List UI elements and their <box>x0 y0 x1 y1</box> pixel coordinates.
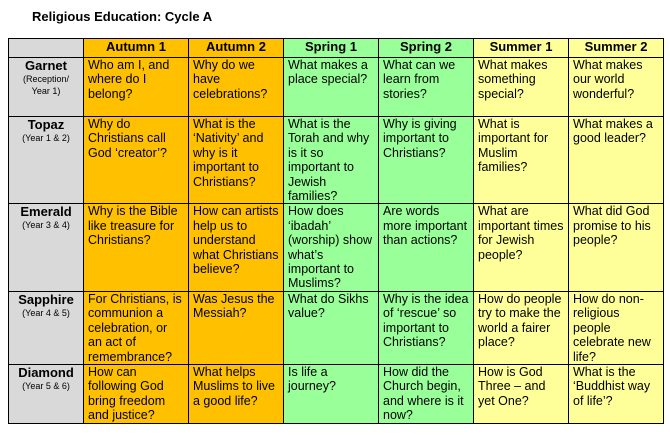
class-label-cell <box>9 58 84 117</box>
header-corner <box>9 39 84 58</box>
topic-cell-summer-2: What did God promise to his people? <box>569 204 664 291</box>
topic-cell-spring-2: How did the Church begin, and where is it now? <box>379 364 474 423</box>
topic-cell-autumn-1: Why do Christians call God ‘creator’? <box>84 117 189 204</box>
table-row <box>9 58 664 117</box>
topic-cell-spring-2: Why is giving important to Christians? <box>379 117 474 204</box>
topic-cell-spring-1: Is life a journey? <box>284 364 379 423</box>
document-title: Religious Education: Cycle A <box>32 9 213 24</box>
topic-cell-spring-1: What do Sikhs value? <box>284 291 379 364</box>
term-header-summer-1: Summer 1 <box>474 39 569 58</box>
topic-cell-summer-1: What are important times for Jewish people? <box>474 204 569 291</box>
class-label-cell <box>9 117 84 204</box>
topic-cell-summer-1: How do people try to make the world a fairer place? <box>474 291 569 364</box>
topic-cell-spring-1: What is the Torah and why is it so important to Jewish families? <box>284 117 379 204</box>
term-header-autumn-1: Autumn 1 <box>84 39 189 58</box>
term-header-autumn-2: Autumn 2 <box>189 39 284 58</box>
class-year-group: (Year 1 & 2) <box>22 133 70 143</box>
topic-cell-autumn-1: Why is the Bible like treasure for Christians? <box>84 204 189 291</box>
class-year-group: (Year 5 & 6) <box>22 380 70 391</box>
topic-cell-autumn-2: How can artists help us to understand what Christians believe? <box>189 204 284 291</box>
class-year-group: (Year 3 & 4) <box>22 220 70 231</box>
class-name: Sapphire <box>18 291 74 307</box>
topic-cell-autumn-1: For Christians, is communion a celebration, or an act of remembrance? <box>84 291 189 364</box>
class-name: Diamond <box>18 364 74 380</box>
term-header-summer-2: Summer 2 <box>569 39 664 58</box>
topic-cell-autumn-1: Who am I, and where do I belong? <box>84 58 189 117</box>
table-row <box>9 204 664 291</box>
class-year-group: (Year 4 & 5) <box>22 307 70 318</box>
topic-cell-spring-2: Are words more important than actions? <box>379 204 474 291</box>
topic-cell-spring-1: What makes a place special? <box>284 58 379 117</box>
topic-cell-spring-2: What can we learn from stories? <box>379 58 474 117</box>
table-row <box>9 117 664 204</box>
topic-cell-autumn-2: What helps Muslims to live a good life? <box>189 364 284 423</box>
header-row <box>9 39 664 58</box>
topic-cell-spring-1: How does ‘ibadah’ (worship) show what’s important to Muslims? <box>284 204 379 291</box>
topic-cell-summer-2: How do non-religious people celebrate new life? <box>569 291 664 364</box>
topic-cell-autumn-1: How can following God bring freedom and justice? <box>84 364 189 423</box>
topic-cell-summer-2: What is the ‘Buddhist way of life’? <box>569 364 664 423</box>
topic-cell-autumn-2: Why do we have celebrations? <box>189 58 284 117</box>
topic-cell-summer-1: What is important for Muslim families? <box>474 117 569 204</box>
topic-cell-autumn-2: Was Jesus the Messiah? <box>189 291 284 364</box>
class-name: Emerald <box>20 204 72 220</box>
class-label-cell <box>9 364 84 423</box>
table-row <box>9 364 664 423</box>
topic-cell-summer-2: What makes our world wonderful? <box>569 58 664 117</box>
term-header-spring-1: Spring 1 <box>284 39 379 58</box>
topic-cell-summer-1: What makes something special? <box>474 58 569 117</box>
topic-cell-summer-2: What makes a good leader? <box>569 117 664 204</box>
class-name: Garnet <box>25 58 67 73</box>
topic-cell-spring-2: Why is the idea of ‘rescue’ so important to Christians? <box>379 291 474 364</box>
table-row <box>9 291 664 364</box>
class-label-cell <box>9 291 84 364</box>
class-label-cell <box>9 204 84 291</box>
class-year-group: (Reception/ Year 1) <box>22 74 70 96</box>
term-header-spring-2: Spring 2 <box>379 39 474 58</box>
topic-cell-autumn-2: What is the ‘Nativity’ and why is it important to Christians? <box>189 117 284 204</box>
curriculum-table <box>8 38 664 424</box>
class-name: Topaz <box>27 117 65 132</box>
topic-cell-summer-1: How is God Three – and yet One? <box>474 364 569 423</box>
